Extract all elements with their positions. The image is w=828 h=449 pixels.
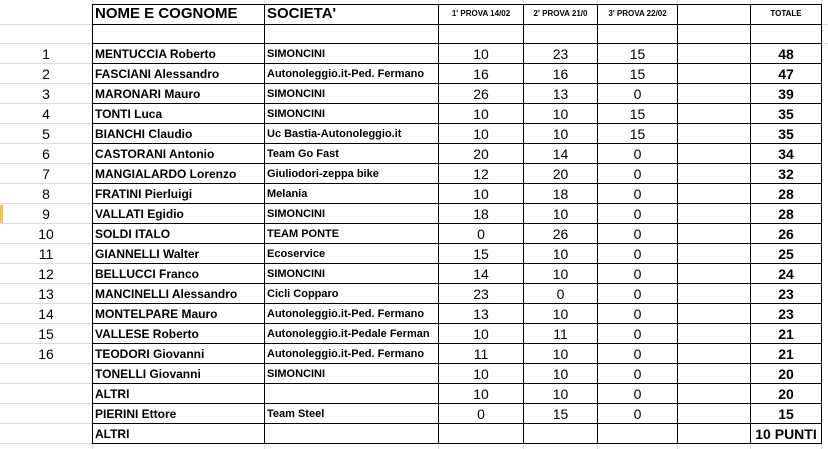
table-row [0,304,828,324]
table-row [0,84,828,104]
rank-cell[interactable] [0,404,92,424]
society-cell[interactable]: Autonoleggio.it-Pedale Ferman [267,328,430,340]
name-cell[interactable]: MENTUCCIA Roberto [95,47,216,61]
table-row [0,144,828,164]
total-cell[interactable]: 35 [778,106,794,122]
table-row [0,264,828,284]
society-cell[interactable]: SIMONCINI [267,208,326,220]
total-cell[interactable]: 39 [778,86,794,102]
p3-cell[interactable]: 0 [633,86,642,102]
p3-cell[interactable]: 0 [633,306,642,322]
p1-cell[interactable]: 10 [473,326,489,342]
name-cell[interactable]: CASTORANI Antonio [95,147,215,161]
p3-cell[interactable]: 0 [633,386,642,402]
name-cell[interactable]: ALTRI [95,387,130,401]
table-row [0,364,828,384]
p3-cell[interactable] [598,424,677,444]
p1-cell[interactable]: 10 [473,46,489,62]
table-row [0,164,828,184]
p1-cell[interactable]: 12 [473,166,489,182]
p3-cell[interactable]: 0 [633,206,642,222]
p1-cell[interactable]: 16 [473,66,489,82]
society-cell[interactable]: Team Go Fast [267,148,339,160]
total-cell[interactable]: 32 [778,166,794,182]
total-cell[interactable]: 21 [778,346,794,362]
header-name[interactable]: NOME E COGNOME [95,5,238,22]
p1-cell[interactable]: 0 [477,226,485,242]
total-cell[interactable]: 20 [778,366,794,382]
society-cell[interactable]: Uc Bastia-Autonoleggio.it [267,128,402,140]
total-cell[interactable]: 47 [778,66,794,82]
p2-cell[interactable]: 16 [552,66,569,82]
society-cell[interactable]: Giuliodori-zeppa bike [267,168,379,180]
p2-cell[interactable]: 10 [552,206,569,222]
name-cell[interactable]: FASCIANI Alessandro [95,67,220,81]
p2-cell[interactable]: 10 [552,366,569,382]
header-p3[interactable]: 3' PROVA 22/02 [608,9,667,18]
name-cell[interactable]: GIANNELLI Walter [95,247,200,261]
rank-cell[interactable]: 7 [42,166,50,182]
p2-cell[interactable]: 15 [552,406,569,422]
p2-cell[interactable]: 10 [552,106,569,122]
rank-cell[interactable]: 12 [38,266,54,282]
p2-cell[interactable]: 10 [552,386,569,402]
society-cell[interactable]: SIMONCINI [267,268,326,280]
table-row [0,404,828,424]
p1-cell[interactable]: 11 [473,346,489,362]
name-cell[interactable]: BIANCHI Claudio [95,127,193,141]
rank-cell[interactable]: 15 [38,326,54,342]
p1-cell[interactable]: 10 [473,106,489,122]
p3-cell[interactable]: 0 [633,166,642,182]
society-cell[interactable] [265,384,438,404]
total-cell[interactable]: 34 [778,146,794,162]
p3-cell[interactable]: 0 [633,146,642,162]
p1-cell[interactable]: 26 [473,86,489,102]
p1-cell[interactable]: 14 [473,266,489,282]
rank-cell[interactable]: 11 [38,246,54,262]
rank-cell[interactable]: 8 [42,186,50,202]
total-cell[interactable]: 28 [778,206,794,222]
total-cell[interactable]: 10 PUNTI [755,426,817,442]
p2-cell[interactable]: 10 [552,126,569,142]
p2-cell[interactable]: 10 [552,266,569,282]
rank-cell[interactable]: 1 [42,46,50,62]
rank-cell[interactable]: 9 [42,206,50,222]
p2-cell[interactable]: 20 [552,166,569,182]
total-cell[interactable]: 23 [778,306,794,322]
society-cell[interactable]: Team Steel [267,408,325,420]
society-cell[interactable]: TEAM PONTE [267,228,340,240]
society-cell[interactable]: Autonoleggio.it-Ped. Fermano [267,68,425,80]
society-cell[interactable]: Autonoleggio.it-Ped. Fermano [267,348,425,360]
rank-cell[interactable] [0,364,92,384]
society-cell[interactable]: Autonoleggio.it-Ped. Fermano [267,308,425,320]
society-cell[interactable]: Melania [267,188,308,200]
rank-cell[interactable] [0,424,92,444]
name-cell[interactable]: MANGIALARDO Lorenzo [95,167,237,181]
table-row [0,184,828,204]
p2-cell[interactable]: 23 [552,46,569,62]
name-cell[interactable]: FRATINI Pierluigi [95,187,193,201]
p1-cell[interactable]: 10 [473,386,489,402]
p3-cell[interactable]: 0 [633,246,642,262]
rank-cell[interactable]: 6 [42,146,50,162]
table-row [0,104,828,124]
p2-cell[interactable]: 0 [556,286,565,302]
p3-cell[interactable]: 0 [633,366,642,382]
p3-cell[interactable]: 15 [629,66,646,82]
society-cell[interactable] [265,424,438,444]
table-row [0,344,828,364]
p1-cell[interactable]: 15 [473,246,489,262]
society-cell[interactable]: Ecoservice [267,248,326,260]
p1-cell[interactable]: 10 [473,366,489,382]
total-cell[interactable]: 25 [778,246,794,262]
total-cell[interactable]: 21 [778,326,794,342]
rank-cell[interactable]: 16 [38,346,54,362]
header-society[interactable]: SOCIETA' [267,5,337,22]
society-cell[interactable]: SIMONCINI [267,88,326,100]
total-cell[interactable]: 15 [778,406,794,422]
p3-cell[interactable]: 0 [633,286,642,302]
name-cell[interactable]: BELLUCCI Franco [95,267,200,281]
header-p2[interactable]: 2' PROVA 21/0 [533,9,588,18]
p3-cell[interactable]: 0 [633,226,642,242]
total-cell[interactable]: 48 [778,46,794,62]
p2-cell[interactable]: 10 [552,346,569,362]
rank-cell[interactable]: 4 [42,106,50,122]
p1-cell[interactable]: 18 [473,206,489,222]
name-cell[interactable]: TONTI Luca [95,107,163,121]
table-row [0,284,828,304]
table-row [0,224,828,244]
rank-cell[interactable]: 5 [42,126,50,142]
p3-cell[interactable]: 15 [629,126,646,142]
table-row [0,244,828,264]
society-cell[interactable]: SIMONCINI [267,108,326,120]
name-cell[interactable]: VALLESE Roberto [95,327,199,341]
rank-cell[interactable]: 2 [42,66,50,82]
p3-cell[interactable]: 0 [633,326,642,342]
p3-cell[interactable]: 15 [629,106,646,122]
p2-cell[interactable]: 18 [552,186,569,202]
total-cell[interactable]: 26 [778,226,794,242]
p2-cell[interactable]: 10 [552,246,569,262]
society-cell[interactable]: SIMONCINI [267,48,326,60]
p2-cell[interactable]: 10 [552,306,569,322]
name-cell[interactable]: TONELLI Giovanni [95,367,201,381]
p2-cell[interactable]: 13 [552,86,569,102]
rank-cell[interactable]: 10 [38,226,54,242]
p2-cell[interactable]: 14 [552,146,569,162]
name-cell[interactable]: MARONARI Mauro [95,87,201,101]
table-row [0,44,828,64]
p3-cell[interactable]: 0 [633,186,642,202]
society-cell[interactable]: SIMONCINI [267,368,326,380]
p1-cell[interactable]: 20 [473,146,489,162]
name-cell[interactable]: SOLDI ITALO [95,227,171,241]
rank-cell[interactable]: 13 [38,286,54,302]
p1-cell[interactable]: 23 [473,286,489,302]
table-row [0,204,828,224]
header-p1[interactable]: 1' PROVA 14/02 [451,9,511,18]
p3-cell[interactable]: 0 [633,406,642,422]
total-cell[interactable]: 35 [778,126,794,142]
p2-cell[interactable]: 11 [553,326,568,342]
name-cell[interactable]: ALTRI [95,427,130,441]
p1-cell[interactable] [439,424,523,444]
table-row [0,124,828,144]
p1-cell[interactable]: 10 [473,186,489,202]
name-cell[interactable]: MONTELPARE Mauro [95,307,218,321]
name-cell[interactable]: TEODORI Giovanni [95,347,205,361]
table-row [0,324,828,344]
header-row [0,4,828,24]
total-cell[interactable]: 28 [778,186,794,202]
header-total[interactable]: TOTALE [770,9,802,18]
name-cell[interactable]: MANCINELLI Alessandro [95,287,238,301]
name-cell[interactable]: PIERINI Ettore [95,407,177,421]
table-row [0,384,828,404]
rank-cell[interactable] [0,384,92,404]
p3-cell[interactable]: 15 [629,46,646,62]
rank-cell[interactable]: 3 [42,86,50,102]
total-cell[interactable]: 20 [778,386,794,402]
total-cell[interactable]: 24 [778,266,794,282]
p2-cell[interactable]: 26 [552,226,569,242]
table-row [0,424,828,444]
p3-cell[interactable]: 0 [633,346,642,362]
p1-cell[interactable]: 0 [477,406,485,422]
name-cell[interactable]: VALLATI Egidio [95,207,184,221]
p2-cell[interactable] [524,424,597,444]
p1-cell[interactable]: 10 [473,126,489,142]
rank-cell[interactable]: 14 [38,306,54,322]
total-cell[interactable]: 23 [778,286,794,302]
society-cell[interactable]: Cicli Copparo [267,288,339,300]
p3-cell[interactable]: 0 [633,266,642,282]
p1-cell[interactable]: 13 [473,306,489,322]
table-row [0,64,828,84]
